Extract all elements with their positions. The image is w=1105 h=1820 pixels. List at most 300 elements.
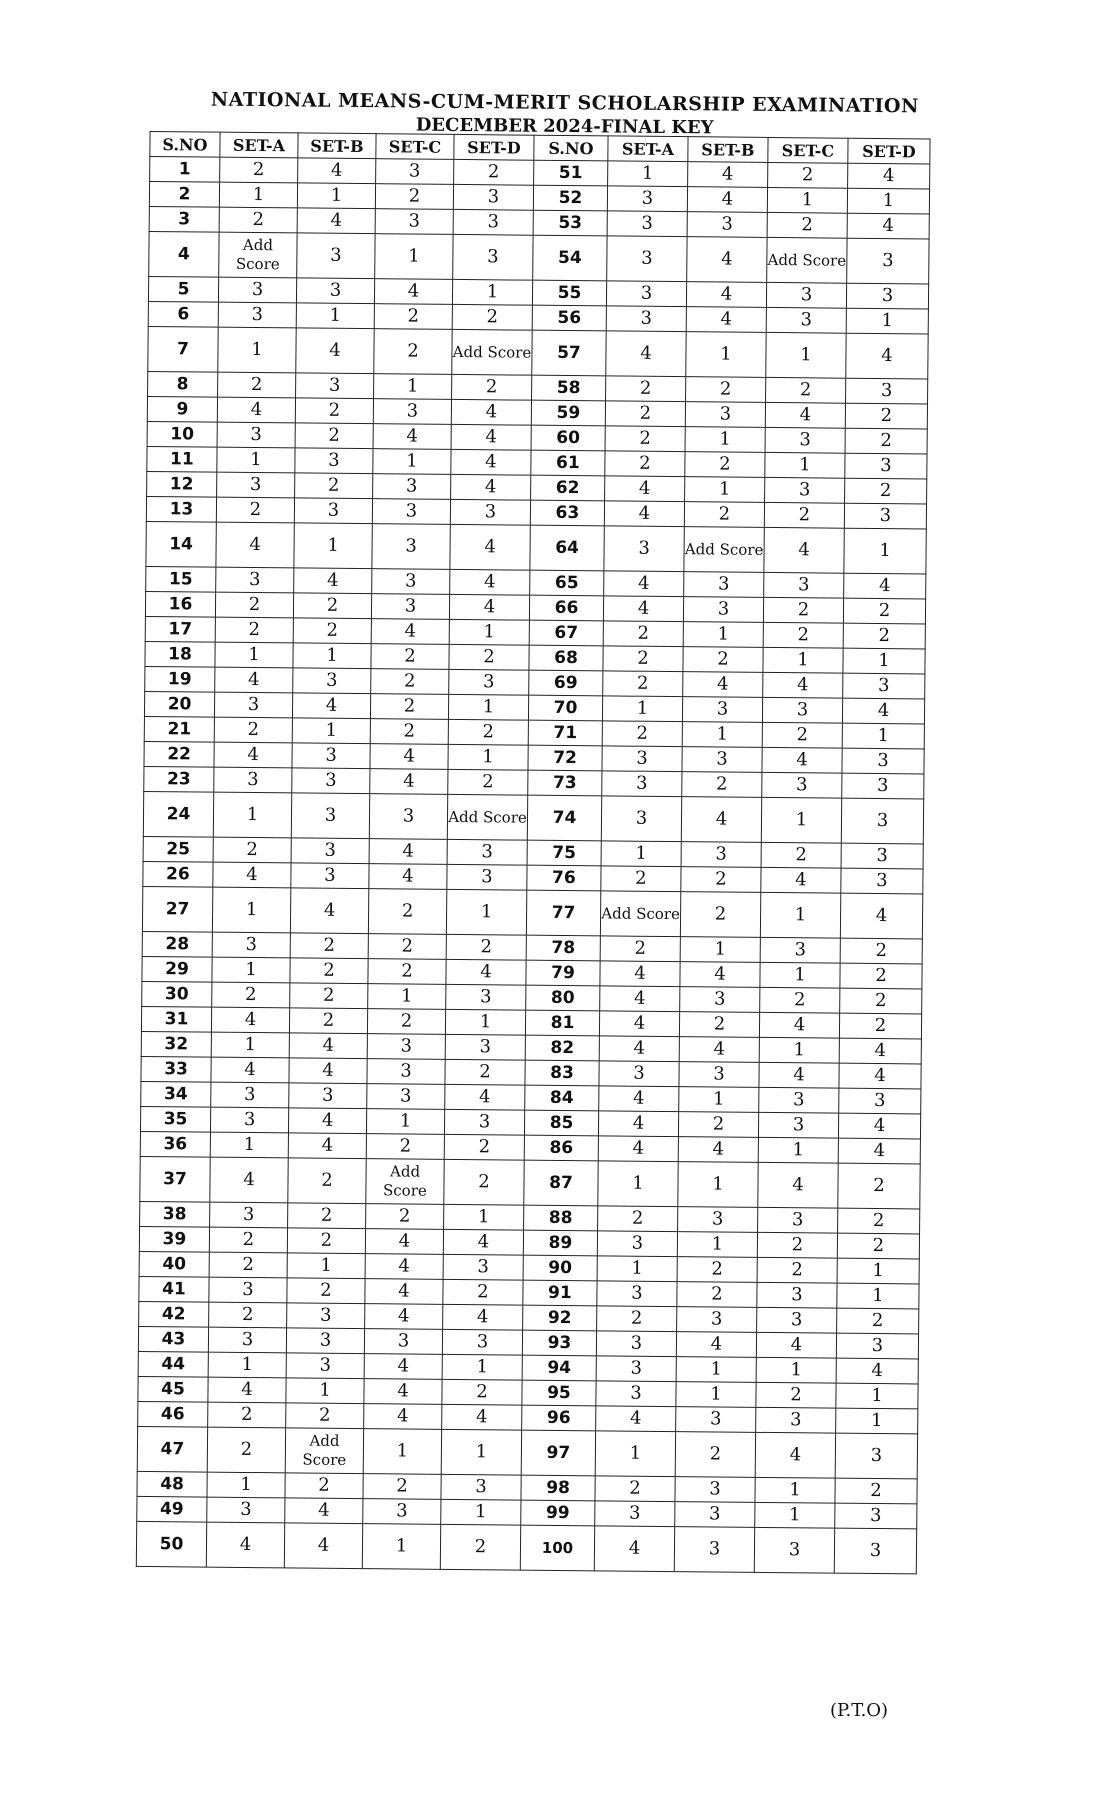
answer-cell: 3: [756, 1407, 836, 1433]
answer-cell: 2: [845, 403, 927, 429]
answer-cell: 2: [838, 1208, 920, 1234]
answer-cell: 3: [209, 1277, 287, 1303]
answer-cell: 4: [762, 747, 842, 773]
answer-cell: 2: [440, 1524, 520, 1570]
question-number: 1: [150, 157, 220, 183]
answer-cell: 4: [839, 1038, 921, 1064]
question-number: 43: [138, 1326, 208, 1352]
answer-cell: 2: [295, 473, 373, 499]
answer-cell: 4: [370, 744, 448, 770]
answer-cell: 4: [369, 864, 447, 890]
table-row: [142, 886, 922, 938]
answer-cell: 2: [216, 497, 294, 523]
answer-cell: 3: [214, 767, 292, 793]
question-number: 82: [525, 1035, 599, 1061]
answer-cell: 1: [676, 1357, 756, 1383]
answer-cell: 2: [371, 669, 449, 695]
question-number: 81: [525, 1010, 599, 1036]
answer-cell: 1: [767, 187, 847, 213]
answer-cell: 4: [676, 1332, 756, 1358]
answer-cell: 2: [370, 719, 448, 745]
question-number: 85: [524, 1110, 598, 1136]
question-number: 59: [531, 400, 605, 426]
question-number: 87: [524, 1160, 598, 1206]
answer-cell: 2: [763, 622, 843, 648]
question-number: 86: [524, 1135, 598, 1161]
answer-cell: 3: [217, 472, 295, 498]
answer-cell: 2: [445, 1059, 525, 1085]
answer-cell: 2: [605, 401, 685, 427]
answer-cell: 2: [442, 1379, 522, 1405]
answer-cell: 2: [840, 988, 922, 1014]
answer-cell: 3: [595, 1501, 675, 1527]
answer-cell: 2: [448, 769, 528, 795]
answer-cell: 4: [364, 1354, 442, 1380]
answer-cell: 1: [843, 648, 925, 674]
question-number: 72: [528, 745, 602, 771]
answer-cell: 2: [289, 1008, 367, 1034]
answer-cell: 2: [295, 398, 373, 424]
question-number: 83: [525, 1060, 599, 1086]
answer-cell: 1: [446, 889, 526, 935]
answer-cell: 2: [838, 1163, 920, 1209]
question-number: 40: [139, 1251, 209, 1277]
answer-cell: 2: [606, 376, 686, 402]
column-header: SET-B: [688, 137, 768, 163]
answer-cell: 3: [367, 1034, 445, 1060]
answer-cell: 1: [678, 1162, 758, 1208]
answer-cell: 3: [292, 768, 370, 794]
answer-cell: 2: [209, 1252, 287, 1278]
answer-cell: 3: [295, 448, 373, 474]
question-number: 64: [530, 525, 604, 571]
question-number: 10: [147, 421, 217, 447]
question-number: 29: [142, 956, 212, 982]
answer-cell: 1: [208, 1352, 286, 1378]
answer-cell: 3: [841, 798, 923, 844]
column-header: SET-C: [768, 137, 848, 163]
answer-cell: 3: [843, 673, 925, 699]
answer-cell: 1: [297, 183, 375, 209]
answer-cell: 4: [758, 1162, 838, 1208]
answer-cell: 3: [841, 843, 923, 869]
answer-cell: 1: [846, 308, 928, 334]
question-number: 74: [527, 795, 601, 841]
answer-cell: 4: [848, 163, 930, 189]
answer-cell: 1: [211, 1032, 289, 1058]
answer-cell: 4: [206, 1522, 284, 1568]
answer-cell: 3: [675, 1502, 755, 1528]
answer-cell: 4: [213, 862, 291, 888]
answer-cell: 3: [449, 669, 529, 695]
answer-cell: 1: [602, 696, 682, 722]
question-number: 73: [528, 770, 602, 796]
answer-cell: 3: [210, 1107, 288, 1133]
answer-cell: 4: [759, 1012, 839, 1038]
answer-cell: 3: [606, 306, 686, 332]
answer-cell: 3: [846, 283, 928, 309]
answer-cell: 3: [599, 1061, 679, 1087]
answer-cell: 3: [601, 796, 681, 842]
answer-cell: 4: [210, 1157, 288, 1203]
answer-cell: 3: [760, 937, 840, 963]
answer-cell: 1: [286, 1378, 364, 1404]
answer-cell: 4: [759, 1062, 839, 1088]
question-number: 13: [146, 496, 216, 522]
answer-cell: 2: [454, 159, 534, 185]
answer-cell: 1: [682, 722, 762, 748]
answer-cell: 2: [762, 722, 842, 748]
question-number: 22: [144, 741, 214, 767]
question-number: 8: [148, 371, 218, 397]
answer-cell: 2: [761, 842, 841, 868]
question-number: 3: [149, 206, 219, 232]
answer-cell: 3: [764, 572, 844, 598]
answer-cell: 3: [375, 209, 453, 235]
question-number: 15: [146, 566, 216, 592]
table-row: [136, 1521, 916, 1573]
answer-cell: 2: [603, 621, 683, 647]
answer-cell: 2: [766, 377, 846, 403]
answer-cell: 1: [445, 1009, 525, 1035]
answer-cell: 1: [373, 449, 451, 475]
question-number: 63: [530, 500, 604, 526]
answer-cell: 2: [601, 866, 681, 892]
answer-cell: 4: [373, 424, 451, 450]
table-row: [146, 521, 926, 573]
answer-cell: 3: [842, 773, 924, 799]
exam-title: NATIONAL MEANS-CUM-MERIT SCHOLARSHIP EXAMINATION: [210, 88, 920, 118]
answer-cell: 3: [766, 307, 846, 333]
question-number: 12: [147, 471, 217, 497]
answer-cell: 3: [677, 1307, 757, 1333]
answer-cell: 2: [675, 1432, 755, 1478]
answer-cell: 4: [599, 1036, 679, 1062]
answer-cell: 1: [368, 984, 446, 1010]
answer-cell: 2: [293, 593, 371, 619]
question-number: 79: [526, 960, 600, 986]
answer-cell: 3: [845, 453, 927, 479]
column-header: SET-B: [298, 133, 376, 159]
answer-cell: 2: [285, 1473, 363, 1499]
answer-cell: 2: [293, 618, 371, 644]
answer-cell: 3: [442, 1329, 522, 1355]
answer-cell: 2: [215, 617, 293, 643]
answer-cell: 4: [836, 1358, 918, 1384]
answer-cell: 3: [679, 1062, 759, 1088]
answer-cell: 3: [294, 498, 372, 524]
answer-cell: 3: [297, 233, 375, 279]
answer-cell: 4: [288, 1133, 366, 1159]
answer-cell: 4: [761, 867, 841, 893]
answer-cell: 2: [678, 1112, 758, 1138]
answer-cell: 1: [448, 744, 528, 770]
answer-cell: 3: [606, 281, 686, 307]
question-number: 26: [143, 861, 213, 887]
answer-cell: 3: [289, 1083, 367, 1109]
question-number: 97: [521, 1430, 595, 1476]
column-header: SET-A: [608, 136, 688, 162]
answer-cell: 2: [597, 1306, 677, 1332]
answer-cell: 2: [837, 1308, 919, 1334]
answer-cell: 2: [681, 867, 761, 893]
answer-cell: 1: [842, 723, 924, 749]
answer-cell: 3: [842, 748, 924, 774]
answer-cell: 3: [607, 186, 687, 212]
answer-cell: 1: [847, 188, 929, 214]
answer-cell: 4: [294, 568, 372, 594]
answer-cell: 3: [367, 1084, 445, 1110]
answer-cell: 3: [447, 839, 527, 865]
answer-cell: 2: [843, 598, 925, 624]
answer-cell: 2: [366, 1134, 444, 1160]
answer-cell: 4: [755, 1432, 835, 1478]
answer-cell: 2: [288, 1158, 366, 1204]
answer-cell: 2: [363, 1474, 441, 1500]
question-number: 21: [144, 716, 214, 742]
answer-cell: 1: [444, 1204, 524, 1230]
answer-cell: 4: [600, 986, 680, 1012]
answer-cell: 2: [374, 329, 452, 375]
answer-cell: 3: [844, 503, 926, 529]
answer-cell: 3: [291, 793, 369, 839]
question-number: 92: [523, 1305, 597, 1331]
question-number: 47: [137, 1426, 207, 1472]
question-number: 53: [533, 210, 607, 236]
table-row: [148, 326, 928, 378]
answer-cell: 3: [291, 838, 369, 864]
answer-cell: 1: [374, 374, 452, 400]
question-number: 32: [141, 1031, 211, 1057]
answer-cell: 4: [296, 328, 374, 374]
answer-cell: 1: [212, 887, 290, 933]
column-header: SET-C: [376, 134, 454, 160]
question-number: 2: [149, 182, 219, 208]
question-number: 95: [522, 1380, 596, 1406]
answer-cell: 3: [758, 1112, 838, 1138]
question-number: 46: [138, 1401, 208, 1427]
answer-cell: 1: [375, 234, 453, 280]
answer-cell: 2: [840, 963, 922, 989]
answer-cell: 2: [368, 934, 446, 960]
answer-cell: 2: [287, 1278, 365, 1304]
answer-cell: 1: [756, 1357, 836, 1383]
answer-cell: 4: [370, 769, 448, 795]
answer-cell: 1: [601, 841, 681, 867]
question-number: 18: [145, 641, 215, 667]
answer-cell: 4: [288, 1108, 366, 1134]
answer-cell: 1: [449, 619, 529, 645]
answer-cell: 1: [686, 332, 766, 378]
answer-cell: 3: [834, 1528, 916, 1574]
answer-cell: 1: [210, 1132, 288, 1158]
answer-cell: 4: [451, 399, 531, 425]
answer-cell: 2: [686, 377, 766, 403]
question-number: 100: [520, 1525, 594, 1571]
answer-cell: 2: [600, 936, 680, 962]
answer-cell: 4: [604, 571, 684, 597]
answer-cell: 2: [219, 207, 297, 233]
answer-cell: 4: [365, 1279, 443, 1305]
question-number: 99: [521, 1500, 595, 1526]
answer-cell: 4: [285, 1498, 363, 1524]
answer-cell: 3: [446, 984, 526, 1010]
question-number: 54: [533, 235, 607, 281]
answer-cell: 3: [210, 1202, 288, 1228]
answer-cell: 3: [596, 1356, 676, 1382]
answer-cell: 3: [376, 159, 454, 185]
answer-cell: 4: [365, 1304, 443, 1330]
answer-cell: 3: [293, 668, 371, 694]
question-number: 48: [137, 1471, 207, 1497]
answer-cell: 3: [607, 236, 687, 282]
answer-cell: 4: [364, 1379, 442, 1405]
answer-cell: Add Score: [447, 794, 527, 840]
question-number: 80: [526, 985, 600, 1011]
answer-cell: 2: [374, 304, 452, 330]
answer-cell: 1: [761, 797, 841, 843]
answer-cell: 2: [295, 423, 373, 449]
answer-cell: 3: [602, 771, 682, 797]
answer-cell: 4: [679, 1037, 759, 1063]
answer-cell: 2: [595, 1476, 675, 1502]
question-number: 36: [140, 1131, 210, 1157]
answer-cell: 3: [216, 567, 294, 593]
question-number: 16: [145, 591, 215, 617]
answer-cell: 1: [598, 1161, 678, 1207]
answer-cell: 3: [369, 794, 447, 840]
answer-cell: 2: [605, 426, 685, 452]
answer-cell: 2: [444, 1134, 524, 1160]
answer-cell: 2: [837, 1233, 919, 1259]
answer-cell: Add Score: [285, 1428, 363, 1474]
answer-cell: 3: [765, 477, 845, 503]
answer-cell: 1: [366, 1109, 444, 1135]
question-number: 77: [526, 890, 600, 936]
answer-key-sheet: [136, 88, 940, 1575]
question-number: 65: [530, 570, 604, 596]
question-number: 75: [527, 840, 601, 866]
answer-cell: 3: [674, 1527, 754, 1573]
answer-cell: 3: [847, 238, 929, 284]
answer-cell: 3: [296, 373, 374, 399]
answer-cell: 1: [677, 1232, 757, 1258]
answer-cell: 3: [286, 1328, 364, 1354]
answer-cell: 1: [676, 1382, 756, 1408]
question-number: 49: [137, 1496, 207, 1522]
answer-cell: 1: [595, 1431, 675, 1477]
answer-cell: Add Score: [219, 232, 297, 278]
answer-cell: 3: [685, 402, 765, 428]
answer-cell: 4: [364, 1404, 442, 1430]
answer-cell: 3: [675, 1477, 755, 1503]
answer-cell: 3: [846, 378, 928, 404]
answer-cell: 2: [290, 983, 368, 1009]
answer-cell: 1: [759, 1037, 839, 1063]
answer-cell: 4: [446, 959, 526, 985]
answer-cell: 2: [218, 372, 296, 398]
answer-cell: 4: [838, 1138, 920, 1164]
answer-cell: 4: [374, 279, 452, 305]
answer-cell: 4: [284, 1523, 362, 1569]
answer-cell: 4: [217, 397, 295, 423]
answer-cell: 2: [448, 719, 528, 745]
answer-cell: 3: [682, 697, 762, 723]
answer-cell: 4: [450, 569, 530, 595]
question-number: 71: [528, 720, 602, 746]
answer-cell: 3: [687, 212, 767, 238]
answer-cell: Add Score: [600, 891, 680, 937]
answer-cell: 2: [207, 1427, 285, 1473]
answer-cell: 3: [364, 1329, 442, 1355]
answer-cell: 2: [680, 892, 760, 938]
question-number: 55: [532, 280, 606, 306]
answer-cell: 2: [286, 1403, 364, 1429]
answer-cell: 1: [685, 427, 765, 453]
answer-cell: 4: [365, 1254, 443, 1280]
question-number: 66: [529, 595, 603, 621]
answer-cell: 2: [845, 428, 927, 454]
question-number: 90: [523, 1255, 597, 1281]
answer-cell: 3: [212, 932, 290, 958]
answer-cell: 4: [681, 797, 761, 843]
question-number: 42: [139, 1301, 209, 1327]
answer-cell: 3: [292, 743, 370, 769]
answer-cell: 4: [290, 888, 368, 934]
answer-cell: 4: [214, 742, 292, 768]
answer-cell: 4: [603, 596, 683, 622]
answer-cell: 2: [845, 478, 927, 504]
answer-cell: 4: [763, 672, 843, 698]
answer-cell: 3: [757, 1307, 837, 1333]
answer-key-body: [136, 157, 929, 1574]
question-number: 62: [531, 475, 605, 501]
question-number: 34: [141, 1081, 211, 1107]
answer-cell: Add Score: [684, 527, 764, 573]
question-number: 23: [144, 766, 214, 792]
answer-cell: 3: [367, 1059, 445, 1085]
answer-cell: 4: [451, 449, 531, 475]
answer-cell: 4: [445, 1084, 525, 1110]
answer-cell: 1: [215, 642, 293, 668]
answer-cell: 3: [453, 234, 533, 280]
answer-cell: 2: [605, 451, 685, 477]
question-number: 11: [147, 446, 217, 472]
answer-cell: 4: [606, 331, 686, 377]
answer-cell: 2: [757, 1257, 837, 1283]
answer-cell: 3: [217, 422, 295, 448]
answer-cell: 2: [371, 644, 449, 670]
question-number: 33: [141, 1056, 211, 1082]
question-number: 98: [521, 1475, 595, 1501]
page-turn-note: (P.T.O): [830, 1700, 889, 1721]
answer-cell: 4: [838, 1113, 920, 1139]
answer-cell: 4: [211, 1057, 289, 1083]
answer-cell: 3: [597, 1231, 677, 1257]
answer-cell: 4: [686, 307, 766, 333]
answer-cell: 2: [375, 184, 453, 210]
answer-cell: 4: [451, 424, 531, 450]
question-number: 58: [532, 375, 606, 401]
answer-cell: 4: [594, 1526, 674, 1572]
answer-cell: 2: [839, 1013, 921, 1039]
answer-cell: 2: [840, 938, 922, 964]
answer-cell: 4: [605, 476, 685, 502]
question-number: 27: [142, 886, 212, 932]
question-number: 28: [142, 931, 212, 957]
question-number: 70: [528, 695, 602, 721]
answer-cell: 3: [835, 1503, 917, 1529]
